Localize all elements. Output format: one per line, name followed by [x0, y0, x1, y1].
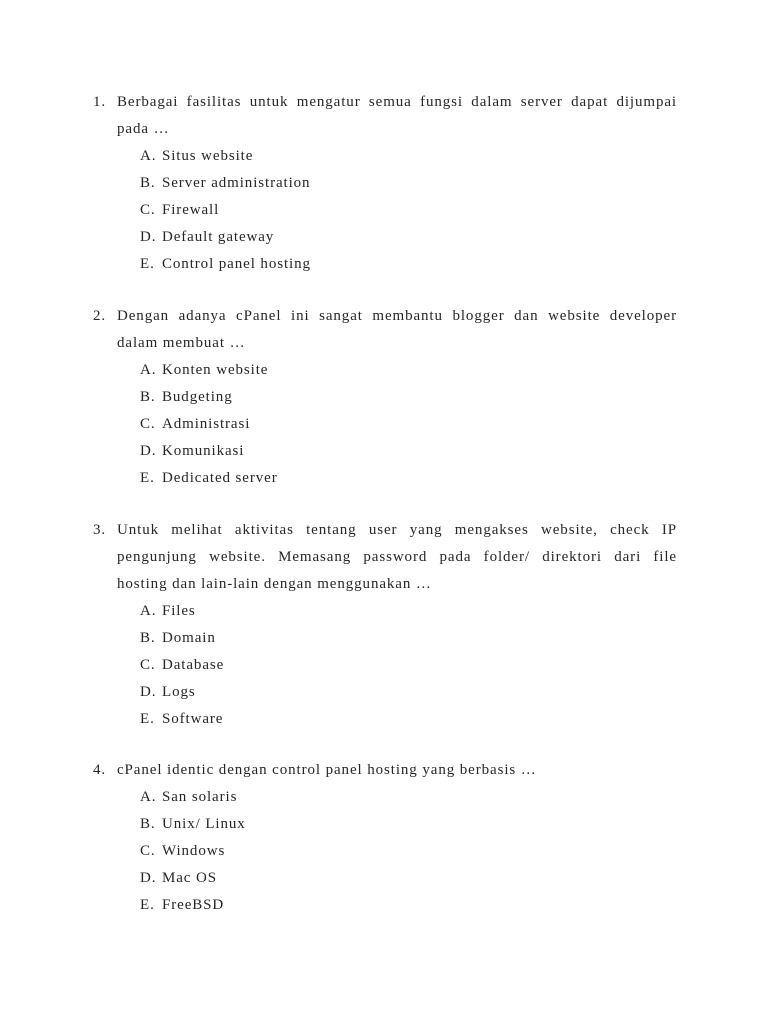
option-letter: C. [140, 202, 156, 218]
question-1 [0, 89, 768, 278]
option-text: San solaris [162, 789, 238, 805]
question-line [0, 116, 768, 143]
option-text: Komunikasi [162, 443, 245, 459]
question-line [0, 89, 768, 116]
option-letter: B. [140, 816, 156, 832]
answer-option-c[interactable] [0, 838, 768, 865]
answer-option-b[interactable] [0, 170, 768, 197]
option-text: Database [162, 657, 225, 673]
answer-option-a[interactable] [0, 357, 768, 384]
question-number: 2. [93, 308, 107, 324]
option-text: Dedicated server [162, 470, 278, 486]
option-text: Domain [162, 630, 216, 646]
question-number: 4. [93, 762, 107, 778]
question-2 [0, 303, 768, 492]
answer-option-c[interactable] [0, 411, 768, 438]
answer-option-e[interactable] [0, 465, 768, 492]
answer-option-d[interactable] [0, 438, 768, 465]
answer-option-b[interactable] [0, 384, 768, 411]
option-text: Konten website [162, 362, 269, 378]
option-text: Files [162, 603, 196, 619]
answer-option-c[interactable] [0, 197, 768, 224]
option-letter: D. [140, 229, 157, 245]
option-letter: B. [140, 630, 156, 646]
question-line [0, 544, 768, 571]
question-text: cPanel identic dengan control panel hosting yang berbasis … [117, 762, 537, 778]
option-text: Firewall [162, 202, 220, 218]
option-text: Logs [162, 684, 196, 700]
option-letter: B. [140, 175, 156, 191]
question-text: pengunjung website. Memasang password pada folder/ direktori dari file [117, 549, 677, 565]
answer-option-a[interactable] [0, 143, 768, 170]
answer-option-e[interactable] [0, 706, 768, 733]
option-text: Budgeting [162, 389, 233, 405]
question-line [0, 571, 768, 598]
answer-option-b[interactable] [0, 625, 768, 652]
question-4 [0, 757, 768, 919]
question-text: Untuk melihat aktivitas tentang user yang mengakses website, check IP [117, 522, 677, 538]
question-number: 1. [93, 94, 107, 110]
option-letter: D. [140, 870, 157, 886]
answer-option-d[interactable] [0, 224, 768, 251]
option-text: Software [162, 711, 224, 727]
option-letter: C. [140, 416, 156, 432]
question-text: pada … [117, 121, 170, 137]
question-number: 3. [93, 522, 107, 538]
option-letter: A. [140, 362, 157, 378]
option-text: Windows [162, 843, 226, 859]
option-letter: E. [140, 470, 155, 486]
option-text: Default gateway [162, 229, 275, 245]
question-text: Dengan adanya cPanel ini sangat membantu blogger dan website developer [117, 308, 677, 324]
question-line [0, 303, 768, 330]
option-text: Server administration [162, 175, 311, 191]
answer-option-e[interactable] [0, 251, 768, 278]
option-text: Control panel hosting [162, 256, 311, 272]
option-text: Situs website [162, 148, 254, 164]
question-text: Berbagai fasilitas untuk mengatur semua fungsi dalam server dapat dijumpai [117, 94, 677, 110]
option-letter: C. [140, 843, 156, 859]
option-letter: E. [140, 256, 155, 272]
option-letter: A. [140, 789, 157, 805]
option-text: Administrasi [162, 416, 251, 432]
option-letter: E. [140, 711, 155, 727]
answer-option-a[interactable] [0, 598, 768, 625]
option-letter: C. [140, 657, 156, 673]
question-3 [0, 517, 768, 733]
question-line [0, 757, 768, 784]
option-text: FreeBSD [162, 897, 225, 913]
option-letter: D. [140, 684, 157, 700]
question-text: hosting dan lain-lain dengan menggunakan … [117, 576, 432, 592]
answer-option-d[interactable] [0, 679, 768, 706]
question-text: dalam membuat … [117, 335, 246, 351]
answer-option-a[interactable] [0, 784, 768, 811]
option-text: Unix/ Linux [162, 816, 246, 832]
answer-option-c[interactable] [0, 652, 768, 679]
option-letter: D. [140, 443, 157, 459]
answer-option-e[interactable] [0, 892, 768, 919]
option-text: Mac OS [162, 870, 217, 886]
option-letter: A. [140, 148, 157, 164]
answer-option-b[interactable] [0, 811, 768, 838]
question-line [0, 330, 768, 357]
answer-option-d[interactable] [0, 865, 768, 892]
option-letter: B. [140, 389, 156, 405]
question-line [0, 517, 768, 544]
option-letter: E. [140, 897, 155, 913]
option-letter: A. [140, 603, 157, 619]
